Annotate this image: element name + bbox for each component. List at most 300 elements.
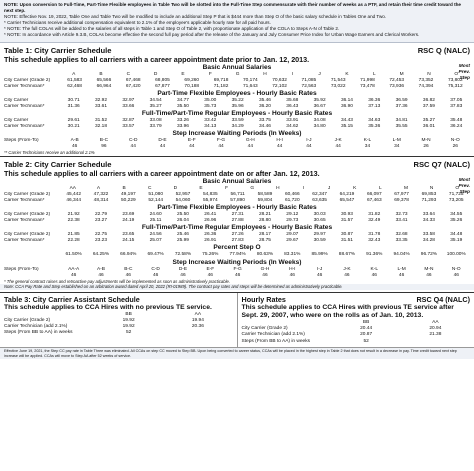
table-cell: 67,463 bbox=[366, 198, 382, 203]
table-cell: 34.33 bbox=[422, 218, 435, 224]
table-cell: 35.55 bbox=[395, 124, 408, 130]
table-cell: 28.75 bbox=[258, 238, 271, 244]
table-cell: 24.15 bbox=[122, 238, 135, 244]
table-cell: B bbox=[122, 185, 126, 191]
table-cell: 34.29 bbox=[231, 124, 244, 130]
table-cell: 80.63% bbox=[256, 252, 274, 258]
table-cell: 30.03 bbox=[313, 212, 326, 218]
table3-right-row-2: Carrier Technician (add 2.1%) 20.87 21.38 bbox=[241, 332, 442, 338]
table3-right-subtitle: This schedule applies to CCA Hires with previous TE service after Sept. 29, 2007, who were on the rolls as of Jan. 10, 2013. bbox=[241, 303, 454, 319]
table-cell: 32.18 bbox=[94, 124, 107, 130]
table-cell: 32.87 bbox=[122, 118, 135, 124]
table-cell: 24.19 bbox=[122, 218, 135, 224]
table-cell: 34.63 bbox=[368, 118, 381, 124]
table-cell: 65,547 bbox=[339, 198, 355, 203]
table-cell: 35.22 bbox=[231, 97, 244, 103]
table-cell: 34.54 bbox=[149, 97, 162, 103]
table-cell: 70,174 bbox=[242, 77, 258, 83]
table-cell: E bbox=[199, 185, 203, 191]
table-cell: 33.79 bbox=[149, 124, 162, 130]
table-cell: 31.57 bbox=[340, 218, 353, 224]
table-cell: 66,964 bbox=[96, 83, 112, 89]
table-cell: A-B bbox=[70, 138, 79, 144]
table-cell: 30.87 bbox=[340, 232, 353, 238]
table-cell: 96 bbox=[101, 144, 107, 150]
table-cell: I-J bbox=[306, 138, 312, 144]
table-cell: 36.59 bbox=[395, 97, 408, 103]
table-cell: 64.25% bbox=[92, 252, 110, 258]
table-cell: 36.14 bbox=[340, 97, 353, 103]
table-cell: 29.67 bbox=[286, 238, 299, 244]
table1-code: RSC Q (NALC) bbox=[417, 45, 470, 55]
table-cell: 71,643 bbox=[242, 83, 258, 89]
table-cell: 31.51 bbox=[340, 238, 353, 244]
table-cell: 33.35 bbox=[395, 238, 408, 244]
column-letter: N bbox=[427, 71, 431, 77]
table1-ft-head: Full-Time/Part-Time Regular Employees - Hourly Basic Rates bbox=[141, 110, 333, 118]
table-cell: 88.67% bbox=[338, 252, 356, 258]
table-cell: 50,229 bbox=[120, 198, 136, 203]
table-cell: 35.26 bbox=[450, 218, 463, 224]
table-cell: 67,468 bbox=[125, 77, 141, 83]
table3-footnote: Effective June 19, 2021, the Step CC pay rate in Table Three was eliminated. All CCAs on step CC moved to Step BB. Upon being converted to career status, CCAs will be placed in the highest step in Table 2 that does not result in a decrease in pay. Time credit toward next step increase will be applied. CCAs will move to Step AA after 52 weeks of service. bbox=[0, 347, 474, 360]
table-cell: I bbox=[302, 185, 305, 191]
table-cell: 73,352 bbox=[418, 77, 434, 83]
note-5: * NOTE: In accordance with Article 9.3.B, COLAs become effective the second full pay period after the release of the January and July Consumer Price Index for Urban Wage Earners and Clerical Workers. bbox=[4, 32, 420, 38]
table-cell: 29.12 bbox=[286, 212, 299, 218]
table1-most-prev: Most Prev. Step bbox=[458, 63, 470, 81]
table-cell: 83.31% bbox=[284, 252, 301, 258]
table-cell: 74,394 bbox=[418, 83, 434, 89]
table-cell: 33.75 bbox=[258, 118, 271, 124]
table3-right-title-row bbox=[242, 295, 471, 304]
table-cell: 54,835 bbox=[202, 191, 218, 197]
table-cell: 30.21 bbox=[67, 124, 80, 130]
table2-steps-row: Steps (From-To) AA-A A-B B-C C-D D-E E-F F-G G-H H-I I-J J-K K-L L-M M-N N-O bbox=[0, 267, 474, 273]
table-cell: 69.47% bbox=[147, 252, 164, 258]
column-letter: M bbox=[399, 71, 404, 77]
table-cell: 28.17 bbox=[258, 232, 271, 238]
table2-wait-head: Step Increase Waiting Periods (In Weeks) bbox=[172, 258, 302, 266]
table-cell: N-O bbox=[450, 138, 460, 144]
table-cell: 32.97 bbox=[122, 97, 135, 103]
table-cell: 44 bbox=[306, 144, 312, 150]
table-cell: 30.65 bbox=[313, 218, 326, 224]
table2-note: * The general contract raises and retroactive pay adjustments will be implemented as soon as administratively practicable. bbox=[4, 278, 231, 284]
table-cell: 73,936 bbox=[389, 83, 405, 89]
table1-annual-row-2: Carrier Technician* 62,468 66,964 67,420 67,877 70,188 71,182 71,643 72,102 72,563 73,022 73,478 73,936 74,394 75,312 bbox=[0, 84, 474, 90]
table-cell: 55,974 bbox=[202, 198, 218, 203]
table-cell: 29.07 bbox=[286, 232, 299, 238]
table2-pct-row bbox=[0, 252, 474, 258]
table-cell: 61,720 bbox=[284, 198, 300, 203]
table-cell: 46 bbox=[234, 272, 241, 278]
table-cell: 71,725 bbox=[448, 191, 464, 197]
table-cell: 73,478 bbox=[360, 83, 375, 89]
table-cell: 77.94% bbox=[229, 252, 246, 258]
table-cell: 23.23 bbox=[94, 238, 107, 244]
table-cell: 47,322 bbox=[93, 191, 109, 197]
table-cell: 72,453 bbox=[389, 77, 405, 83]
table-cell: 35.68 bbox=[286, 97, 299, 103]
table-cell: 44 bbox=[218, 144, 224, 150]
table-cell: 21.92 bbox=[67, 212, 80, 218]
table2-subtitle: This schedule applies to all carriers with a career appointment date on or after Jan. 12, 2013. bbox=[4, 168, 320, 178]
table-cell: 67,420 bbox=[125, 83, 141, 89]
table-cell: A bbox=[96, 185, 101, 191]
table1-steps-row: Steps (From-To) A-B B-C C-D D-E E-F F-G G-H H-I I-J J-K K-L L-M M-N N-O bbox=[0, 138, 474, 144]
table-cell: 46 bbox=[71, 144, 78, 150]
table-cell: 66,097 bbox=[366, 191, 382, 197]
table-cell: 35.46 bbox=[258, 97, 271, 103]
table-cell: 70,632 bbox=[272, 77, 287, 83]
table-cell: 33.96 bbox=[176, 124, 189, 130]
table-cell: C bbox=[147, 185, 152, 191]
table-cell: 46 bbox=[180, 272, 186, 278]
table-cell: 21.85 bbox=[67, 232, 80, 238]
table3-left bbox=[0, 293, 238, 347]
table-cell: N-O bbox=[451, 266, 461, 272]
table-cell: 44 bbox=[276, 144, 283, 150]
table-cell: 35.27 bbox=[149, 103, 162, 109]
table-cell: K-L bbox=[370, 266, 378, 272]
table1-title: Table 1: City Carrier Schedule bbox=[4, 45, 112, 55]
table-cell: 70,188 bbox=[184, 83, 200, 89]
table-cell: 23.27 bbox=[94, 218, 107, 224]
table-cell: 44 bbox=[335, 144, 341, 150]
table-cell: 44 bbox=[247, 144, 253, 150]
table1-wait-head: Step Increase Waiting Periods (In Weeks) bbox=[172, 130, 302, 138]
table-cell: 36.24 bbox=[450, 124, 463, 130]
table1-basic-head: Basic Annual Salaries bbox=[202, 63, 272, 71]
note-2: NOTE: Effective Nov. 19, 2022, Table One and Table Two will be modified to include an additional Step P that is $444 more than Step O of the basic salary schedule in Tables One and Two. bbox=[4, 14, 387, 20]
table-cell: 27.31 bbox=[231, 212, 244, 218]
table-cell: G bbox=[250, 185, 255, 191]
table-cell: M-N bbox=[424, 266, 434, 272]
table-cell: 34 bbox=[364, 144, 371, 150]
table-cell: 72.58% bbox=[174, 252, 192, 258]
table-cell: 26.36 bbox=[204, 232, 217, 238]
table3-left-row-3: Steps (From BB to AA) in weeks 52 bbox=[4, 330, 132, 336]
table-cell: 35.96 bbox=[231, 103, 244, 109]
table-cell: 26.04 bbox=[176, 218, 189, 224]
table3-right bbox=[238, 293, 474, 347]
table-cell: 35.15 bbox=[340, 124, 353, 130]
table-cell: H-I bbox=[276, 138, 283, 144]
table3-hourly: Hourly Rates bbox=[241, 294, 286, 304]
table-cell: L-M bbox=[392, 138, 401, 144]
table-cell: 33.91 bbox=[286, 118, 299, 124]
table-cell: 59,804 bbox=[257, 198, 273, 203]
table-cell: A-B bbox=[96, 266, 105, 272]
table-cell: 69,853 bbox=[421, 191, 437, 197]
note-1: NOTE: Upon conversion to Full-Time, Part-Time Flexible employees in Table Two will be slotted into the Full-Time Step commensurate with their number of weeks as a PTF, and retain their time credit toward the next step. bbox=[4, 2, 461, 14]
table1-annual-row-1: City Carrier (Grade 2) 61,583 65,566 67,468 68,805 69,260 69,718 70,174 70,632 71,085 71,543 71,998 72,453 73,352 73,802 bbox=[0, 78, 474, 84]
table-cell: 27.83 bbox=[231, 238, 244, 244]
table-cell: 36.90 bbox=[340, 103, 353, 109]
table-cell: 29.73 bbox=[286, 218, 299, 224]
table-cell: 35.73 bbox=[204, 103, 217, 109]
table3 bbox=[0, 292, 474, 347]
table-cell: 34 bbox=[394, 144, 400, 150]
table-cell: 35.36 bbox=[368, 124, 381, 130]
table3-right-row-1: City Carrier (Grade 2) 20.44 20.94 bbox=[241, 326, 442, 332]
table-cell: 31.52 bbox=[94, 118, 107, 124]
table-cell: F bbox=[225, 185, 229, 191]
table-cell: 26 bbox=[452, 144, 458, 150]
table-cell: 67,877 bbox=[155, 83, 170, 89]
table-cell: 34.08 bbox=[313, 118, 326, 124]
table-cell: 62,468 bbox=[67, 83, 82, 89]
table-cell: 35.19 bbox=[450, 238, 463, 244]
table-cell: K-L bbox=[363, 138, 372, 144]
table-cell: 45,442 bbox=[66, 191, 81, 197]
table-cell: D-E bbox=[178, 266, 188, 272]
column-letter: K bbox=[345, 71, 349, 77]
table-cell: 85.99% bbox=[311, 252, 328, 258]
table2-annual-row-2: Carrier Technician* 46,344 48,314 50,229 52,144 54,060 55,974 57,890 59,804 61,720 63,635 65,547 67,463 69,378 71,293 73,205 bbox=[0, 198, 474, 204]
table-cell: 48,314 bbox=[93, 198, 109, 203]
table-cell: 34.48 bbox=[450, 232, 463, 238]
table2-pct-head: Percent Step O bbox=[213, 244, 261, 252]
table-cell: 33.61 bbox=[94, 103, 107, 109]
table-cell: 33.58 bbox=[422, 232, 435, 238]
table2-basic-head: Basic Annual Salaries bbox=[202, 177, 272, 185]
table-cell: 46 bbox=[289, 272, 295, 278]
table-cell: J-K bbox=[343, 266, 351, 272]
table-cell: 72,563 bbox=[301, 83, 317, 89]
table-cell: 34.13 bbox=[204, 124, 217, 130]
table-cell: 62,347 bbox=[312, 191, 327, 197]
column-letter: B bbox=[99, 71, 103, 77]
table-cell: 36.43 bbox=[286, 103, 299, 109]
table-cell: 24.60 bbox=[149, 212, 162, 218]
table-cell: 26.91 bbox=[204, 238, 217, 244]
table2-title: Table 2: City Carrier Schedule bbox=[4, 159, 112, 169]
table3-title: Table 3: City Carrier Assistant Schedule bbox=[4, 294, 140, 304]
table-cell: 73,802 bbox=[447, 77, 463, 83]
table-cell: E-F bbox=[206, 266, 215, 272]
table-cell: B-C bbox=[99, 138, 109, 144]
table-cell: 68,805 bbox=[155, 77, 170, 83]
table-cell: 46 bbox=[70, 272, 77, 278]
table1-ptf-row-1: City Carrier 30.71 32.92 32.97 34.54 34.77 35.00 35.22 35.46 35.68 35.92 36.14 36.36 36.59 36.82 37.05 bbox=[0, 98, 474, 104]
table-cell: 37.05 bbox=[450, 97, 463, 103]
table-cell: 36.01 bbox=[422, 124, 435, 130]
table1-ft-row-2: Carrier Technician* 30.21 32.18 33.57 33.79 33.96 34.13 34.29 34.46 34.62 34.80 35.15 35.36 35.55 36.01 36.24 bbox=[0, 124, 474, 130]
table1-ft-row-1: City Carrier 29.61 31.52 32.87 33.08 33.26 33.42 33.59 33.75 33.91 34.08 34.43 34.63 34.81 35.27 35.48 bbox=[0, 118, 474, 124]
table-cell: 32.92 bbox=[94, 97, 107, 103]
table-cell: 94.04% bbox=[393, 252, 410, 258]
table-cell: K bbox=[353, 185, 357, 191]
table-cell: 46 bbox=[207, 272, 213, 278]
table-cell: AA bbox=[69, 185, 77, 191]
table-cell: 54,060 bbox=[175, 198, 191, 203]
table-cell: 46 bbox=[453, 272, 459, 278]
table-cell: 28.80 bbox=[258, 218, 271, 224]
table-cell: 71,998 bbox=[360, 77, 375, 83]
table-cell: 32.68 bbox=[395, 232, 408, 238]
table-cell: F-G bbox=[216, 138, 226, 144]
column-letter: C bbox=[126, 71, 131, 77]
table-cell: 44 bbox=[130, 144, 136, 150]
table-cell: 33.66 bbox=[122, 103, 135, 109]
table2-body bbox=[0, 178, 474, 290]
table-cell: 46 bbox=[316, 272, 323, 278]
table3-left-subtitle: This schedule applies to CCA Hires with no previous TE service. bbox=[4, 303, 212, 311]
notes-box bbox=[0, 0, 474, 43]
table1-header bbox=[0, 43, 474, 55]
note-3: * Carrier Technicians receive additional compensation equivalent to 2.1% of the employee's applicable hourly rate for all paid hours. bbox=[4, 20, 271, 26]
table-cell: 35.50 bbox=[176, 103, 189, 109]
column-letter: H bbox=[263, 71, 267, 77]
table-cell: J-K bbox=[334, 138, 342, 144]
table-cell: 34.55 bbox=[450, 212, 463, 218]
table-cell: 23.65 bbox=[122, 232, 135, 238]
table-cell: 33.57 bbox=[122, 124, 135, 130]
table-cell: 34.28 bbox=[422, 238, 435, 244]
column-letter: F bbox=[208, 71, 212, 77]
column-letter: E bbox=[181, 71, 185, 77]
table-cell: 36.67 bbox=[313, 103, 326, 109]
table-cell: 33.59 bbox=[231, 118, 244, 124]
table-cell: 46 bbox=[152, 272, 159, 278]
column-letter: J bbox=[318, 71, 321, 77]
table-cell: AA-A bbox=[68, 266, 80, 272]
table-cell: 31.82 bbox=[368, 212, 381, 218]
table3-title-row bbox=[4, 295, 233, 304]
table-cell: 34.46 bbox=[258, 124, 271, 130]
table-cell: 37.13 bbox=[368, 103, 381, 109]
table2-code: RSC Q7 (NALC) bbox=[413, 159, 470, 169]
table-cell: 46 bbox=[344, 272, 350, 278]
table-cell: 46 bbox=[262, 272, 268, 278]
table-cell: 75.26% bbox=[202, 252, 219, 258]
table-cell: 36.36 bbox=[368, 97, 381, 103]
table-cell: 46 bbox=[371, 272, 377, 278]
table-cell: 36.20 bbox=[258, 103, 271, 109]
table-cell: 24.56 bbox=[149, 232, 162, 238]
table-cell: 37.36 bbox=[395, 103, 408, 109]
table-cell: 100.00% bbox=[446, 252, 466, 258]
table-cell: 96.72% bbox=[420, 252, 438, 258]
table-cell: 69,718 bbox=[213, 77, 229, 83]
table-cell: 22.75 bbox=[94, 232, 107, 238]
table-cell: 22.38 bbox=[67, 218, 80, 224]
table-cell: 58,589 bbox=[257, 191, 273, 197]
table-cell: 73,205 bbox=[448, 198, 464, 203]
table3-left-cols: BB AA bbox=[125, 311, 202, 317]
table-cell: 26.96 bbox=[204, 218, 217, 224]
table-cell: 33.08 bbox=[149, 118, 162, 124]
table-cell: 35.27 bbox=[422, 118, 435, 124]
table-cell: 37.59 bbox=[422, 103, 435, 109]
table-cell: G-H bbox=[245, 138, 255, 144]
table-cell: 22.28 bbox=[67, 238, 80, 244]
table-cell: 57,890 bbox=[230, 198, 245, 203]
table2-ptf-row-2: Carrier Technician* 22.38 23.27 24.19 25.11 26.04 26.96 27.88 28.80 29.73 30.65 31.57 32.49 33.41 34.33 35.26 bbox=[0, 218, 474, 224]
table-cell: 56,711 bbox=[230, 191, 245, 197]
table-cell: 35.00 bbox=[204, 97, 217, 103]
table-cell: 33.26 bbox=[176, 118, 189, 124]
table1-ptf-head: Part-Time Flexible Employees - Hourly Basic Rates bbox=[157, 89, 317, 97]
table-cell: H bbox=[276, 185, 280, 191]
table-cell: 71,085 bbox=[301, 77, 317, 83]
table-cell: D bbox=[173, 185, 178, 191]
table-cell: 33.64 bbox=[422, 212, 435, 218]
table-cell: 52,957 bbox=[175, 191, 191, 197]
table-cell: 28.21 bbox=[258, 212, 271, 218]
table-cell: 26 bbox=[423, 144, 429, 150]
table-cell: O bbox=[455, 185, 460, 191]
table-cell: 25.11 bbox=[149, 218, 162, 224]
table2-most-prev: Most Prev. Step bbox=[458, 177, 470, 195]
table-cell: 27.26 bbox=[231, 232, 244, 238]
table2-ft-row-1: City Carrier (Grade 2) 21.85 22.75 23.65 24.56 25.46 26.36 27.26 28.17 29.07 29.97 30.87 31.78 32.68 33.58 34.48 bbox=[0, 232, 474, 238]
table-cell: 33.41 bbox=[395, 218, 408, 224]
table2-note-2: Note: CCA Pay Rate and Step established on an arbitration award dated April 20, 2022 (RI-01989). The contract pay rates and steps will be determined as administratively practicable. bbox=[0, 284, 474, 289]
table-cell: 22.79 bbox=[94, 212, 107, 218]
table-cell: C-D bbox=[128, 138, 138, 144]
table-cell: 72,102 bbox=[272, 83, 287, 89]
table-cell: 31.78 bbox=[368, 232, 381, 238]
table-cell: M bbox=[403, 185, 408, 191]
table2-ptf-row-1: City Carrier (Grade 2) 21.92 22.79 23.69 24.60 25.50 26.41 27.31 28.21 29.12 30.03 30.93 31.82 32.73 33.64 34.55 bbox=[0, 212, 474, 218]
table-cell: 34.43 bbox=[340, 118, 353, 124]
table-cell: 69,260 bbox=[184, 77, 200, 83]
table-cell: 32.49 bbox=[368, 218, 381, 224]
table-cell: 46 bbox=[98, 272, 104, 278]
table3-code: RSC Q4 (NALC) bbox=[416, 294, 470, 304]
table-cell: 37.83 bbox=[450, 103, 463, 109]
table-cell: L bbox=[378, 185, 382, 191]
table-cell: 67,977 bbox=[394, 191, 409, 197]
table1-footnote: ** Carrier Technicians receive an additional 2.1% bbox=[4, 150, 95, 156]
table-cell: L-M bbox=[397, 266, 406, 272]
table2-ptf-head: Part-Time Flexible Employees - Hourly Basic Rates bbox=[157, 204, 317, 212]
table1-subtitle: This schedule applies to all carriers with a career appointment date prior to Jan. 12, 2013. bbox=[4, 54, 310, 64]
table-cell: M-N bbox=[421, 138, 431, 144]
table-cell: E-F bbox=[187, 138, 196, 144]
table-cell: 30.93 bbox=[340, 212, 353, 218]
table-cell: 91.36% bbox=[366, 252, 383, 258]
table-cell: 34.81 bbox=[395, 118, 408, 124]
table-cell: 25.07 bbox=[149, 238, 162, 244]
table2-annual-row-1: City Carrier (Grade 2) 45,442 47,322 49,197 51,080 52,957 54,835 56,711 58,589 60,466 62,347 64,219 66,097 67,977 69,853 71,725 bbox=[0, 192, 474, 198]
table-cell: B-C bbox=[124, 266, 133, 272]
table-cell: 32.73 bbox=[395, 212, 408, 218]
note-4: * NOTE: The full COLAs will be added to the salaries of all steps in Table 1 and Step O of Table 2, with proportionate application of the COLA to Steps A-N of Table 2. bbox=[4, 26, 340, 32]
table3-left-row-2: Carrier Technician (add 2.1%) 19.92 20.36 bbox=[4, 324, 204, 330]
table1-body bbox=[0, 64, 474, 156]
table-cell: H-I bbox=[289, 266, 296, 272]
table-cell: 30.59 bbox=[313, 238, 326, 244]
table-cell: 23.69 bbox=[122, 212, 135, 218]
table3-right-cols: BB AA bbox=[362, 319, 439, 325]
table-cell: 26.41 bbox=[204, 212, 217, 218]
table-cell: 31.36 bbox=[67, 103, 80, 109]
table-cell: I-J bbox=[316, 266, 323, 272]
table-cell: 25.99 bbox=[176, 238, 189, 244]
table-cell: 69,378 bbox=[394, 198, 409, 203]
table2-ft-head: Full-Time/Part-Time Regular Employees - Hourly Basic Rates bbox=[141, 224, 333, 232]
table-cell: 65,566 bbox=[96, 77, 112, 83]
table-cell: 46 bbox=[125, 272, 131, 278]
table3-left-row-1: City Carrier (Grade 2) 19.92 19.94 bbox=[4, 317, 204, 323]
table-cell: 46 bbox=[426, 272, 432, 278]
table3-right-row-3: Steps (From BB to AA) in weeks 52 bbox=[241, 338, 369, 344]
table-cell: 71,293 bbox=[421, 198, 437, 203]
